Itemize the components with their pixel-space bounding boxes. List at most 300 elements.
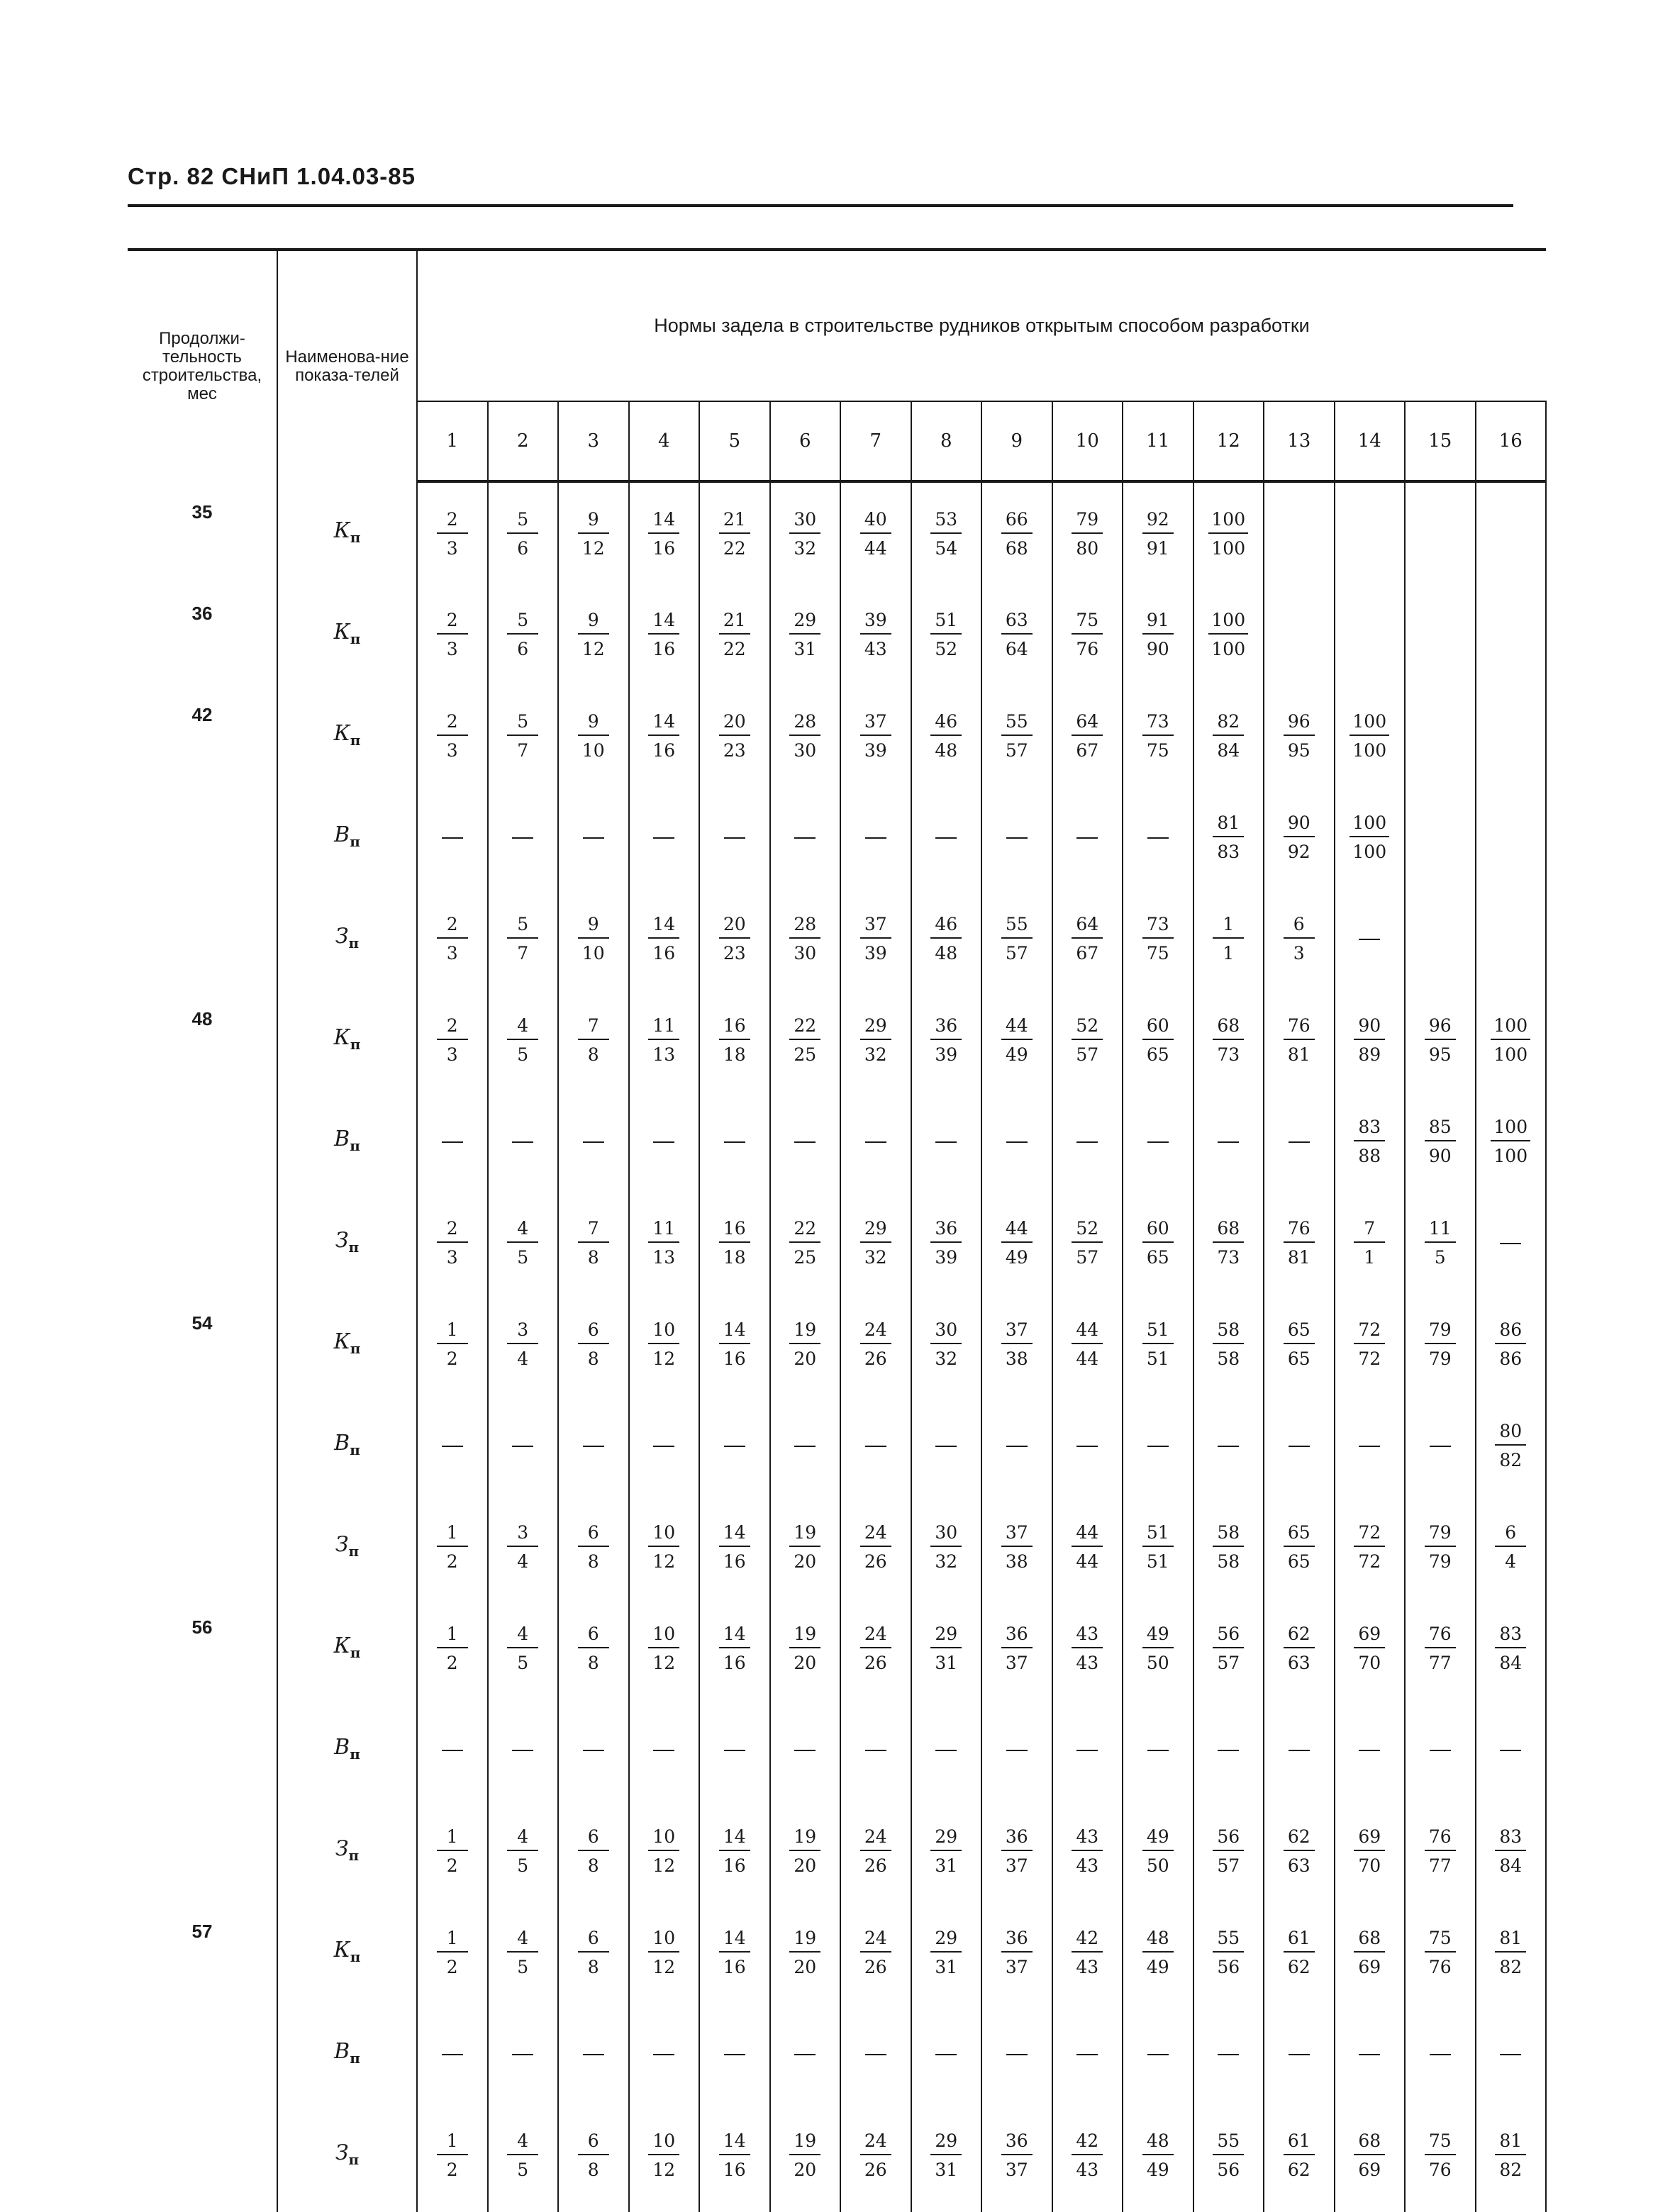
- value-cell: [1476, 684, 1547, 786]
- value-cell: [1405, 1090, 1476, 1191]
- value-cell: [488, 786, 559, 887]
- fraction-numerator: 1: [437, 1524, 468, 1547]
- value-cell: [1193, 1799, 1264, 1901]
- fraction-denominator: 37: [1005, 2159, 1028, 2180]
- fraction-numerator: 24: [860, 1321, 891, 1344]
- indicator-cell: [277, 481, 417, 583]
- fraction-value: [930, 611, 962, 658]
- fraction-value: [1354, 2132, 1385, 2179]
- indicator-cell: [277, 887, 417, 988]
- fraction-value: [507, 1929, 538, 1976]
- fraction-numerator: 66: [1001, 510, 1033, 534]
- value-cell: [981, 684, 1052, 786]
- fraction-value: [930, 1521, 962, 1572]
- fraction-denominator: 84: [1217, 739, 1240, 761]
- dash-mark: [1289, 2054, 1310, 2055]
- fraction-numerator: 58: [1213, 1524, 1244, 1547]
- dash-mark: [865, 1141, 886, 1143]
- fraction-denominator: 49: [1146, 2159, 1169, 2180]
- value-cell: [558, 2002, 629, 2104]
- fraction-denominator: 95: [1287, 739, 1310, 761]
- value-cell: [770, 583, 841, 684]
- value-cell: [488, 1394, 559, 1495]
- header-indicator: Наименова-ние показа-телей: [277, 250, 417, 481]
- fraction-numerator: 49: [1142, 1828, 1174, 1851]
- fraction-value: [930, 1828, 962, 1875]
- dash-mark: [1218, 1750, 1239, 1751]
- fraction-denominator: 31: [935, 1652, 958, 1673]
- value-cell: [1405, 786, 1476, 887]
- fraction-numerator: 4: [507, 1929, 538, 1953]
- fraction-numerator: 24: [860, 1625, 891, 1648]
- fraction-denominator: 12: [581, 638, 605, 659]
- fraction-value: [930, 1017, 962, 1063]
- fraction-value: [648, 2132, 679, 2179]
- fraction-numerator: 6: [1284, 915, 1315, 939]
- value-cell: [417, 1191, 488, 1292]
- value-cell: [1476, 1394, 1547, 1495]
- fraction-denominator: 10: [581, 942, 605, 963]
- fraction-value: [1142, 1521, 1174, 1572]
- table-row: [128, 583, 1546, 684]
- fraction-numerator: 80: [1495, 1422, 1526, 1446]
- value-cell: [1335, 481, 1406, 583]
- fraction-numerator: 19: [789, 1524, 820, 1547]
- fraction-denominator: 10: [581, 739, 605, 761]
- value-cell: [911, 1597, 982, 1698]
- value-cell: [1335, 1799, 1406, 1901]
- fraction-value: [1425, 1219, 1456, 1266]
- fraction-value: [789, 1625, 820, 1672]
- indicator-letter: К: [333, 1329, 350, 1354]
- duration-cell: 36: [128, 583, 277, 684]
- value-cell: [1335, 1698, 1406, 1799]
- indicator-subscript: п: [350, 1340, 361, 1357]
- value-cell: [840, 2002, 911, 2104]
- fraction-numerator: 79: [1425, 1321, 1456, 1344]
- value-cell: [558, 481, 629, 583]
- fraction-value: [1284, 1521, 1315, 1572]
- value-cell: [1335, 2104, 1406, 2212]
- fraction-numerator: 36: [930, 1017, 962, 1040]
- fraction-numerator: 14: [648, 611, 679, 635]
- value-cell: [911, 481, 982, 583]
- fraction-denominator: 32: [864, 1246, 887, 1268]
- value-cell: [1193, 1090, 1264, 1191]
- value-cell: [1193, 1394, 1264, 1495]
- fraction-denominator: 5: [517, 1956, 529, 1977]
- fraction-value: [437, 1219, 468, 1266]
- column-number: 14: [1335, 401, 1406, 481]
- fraction-numerator: 44: [1072, 1321, 1103, 1344]
- value-cell: [699, 1901, 770, 2002]
- value-cell: [1123, 1394, 1193, 1495]
- fraction-numerator: 10: [648, 1828, 679, 1851]
- dash-mark: [935, 1141, 957, 1143]
- value-cell: [629, 1799, 700, 1901]
- value-cell: [1335, 887, 1406, 988]
- fraction-value: [860, 1321, 891, 1368]
- fraction-value: [1142, 1828, 1174, 1875]
- fraction-numerator: 6: [578, 1929, 609, 1953]
- fraction-denominator: 32: [794, 537, 817, 559]
- fraction-numerator: 19: [789, 2132, 820, 2155]
- duration-cell: 35: [128, 481, 277, 583]
- fraction-value: [1284, 2132, 1315, 2179]
- fraction-numerator: 55: [1213, 2132, 1244, 2155]
- fraction-denominator: 51: [1146, 1348, 1169, 1369]
- indicator-cell: [277, 1901, 417, 2002]
- value-cell: [1052, 1901, 1123, 2002]
- value-cell: [629, 1495, 700, 1597]
- dash-mark: [583, 1750, 604, 1751]
- fraction-denominator: 100: [1493, 1145, 1528, 1166]
- fraction-denominator: 26: [864, 1551, 887, 1572]
- value-cell: [488, 887, 559, 988]
- fraction-numerator: 100: [1350, 713, 1389, 736]
- fraction-denominator: 64: [1005, 638, 1028, 659]
- value-cell: [911, 1292, 982, 1394]
- value-cell: [840, 1292, 911, 1394]
- indicator-cell: [277, 583, 417, 684]
- fraction-denominator: 31: [935, 1855, 958, 1876]
- dash-mark: [1500, 2054, 1521, 2055]
- value-cell: [1052, 1799, 1123, 1901]
- dash-mark: [583, 1141, 604, 1143]
- indicator-letter: З: [335, 924, 349, 949]
- fraction-numerator: 1: [437, 1828, 468, 1851]
- fraction-numerator: 14: [719, 1524, 750, 1547]
- fraction-value: [789, 1017, 820, 1063]
- fraction-denominator: 31: [935, 2159, 958, 2180]
- fraction-numerator: 16: [719, 1017, 750, 1040]
- fraction-value: [507, 611, 538, 658]
- fraction-denominator: 88: [1358, 1145, 1381, 1166]
- value-cell: [488, 988, 559, 1090]
- fraction-denominator: 23: [723, 942, 746, 963]
- fraction-denominator: 50: [1146, 1652, 1169, 1673]
- fraction-value: [437, 1929, 468, 1976]
- fraction-numerator: 24: [860, 1929, 891, 1953]
- value-cell: [1052, 684, 1123, 786]
- dash-mark: [724, 837, 745, 839]
- fraction-value: [1072, 915, 1103, 962]
- fraction-value: [507, 1521, 538, 1572]
- value-cell: [1193, 1292, 1264, 1394]
- fraction-numerator: 4: [507, 1219, 538, 1243]
- dash-mark: [442, 2054, 463, 2055]
- dash-mark: [865, 2054, 886, 2055]
- fraction-denominator: 31: [935, 1956, 958, 1977]
- value-cell: [488, 1090, 559, 1191]
- fraction-denominator: 48: [935, 739, 958, 761]
- column-number: 16: [1476, 401, 1547, 481]
- table-row: [128, 988, 1546, 1090]
- fraction-denominator: 56: [1217, 1956, 1240, 1977]
- value-cell: [1264, 1799, 1335, 1901]
- fraction-denominator: 5: [517, 1652, 529, 1673]
- fraction-numerator: 48: [1142, 1929, 1174, 1953]
- fraction-value: [860, 915, 891, 962]
- fraction-value: [1001, 510, 1033, 557]
- value-cell: [1052, 786, 1123, 887]
- value-cell: [417, 684, 488, 786]
- value-cell: [911, 1394, 982, 1495]
- fraction-denominator: 89: [1358, 1044, 1381, 1065]
- fraction-value: [507, 1828, 538, 1875]
- value-cell: [1123, 1698, 1193, 1799]
- fraction-numerator: 21: [719, 510, 750, 534]
- value-cell: [699, 1090, 770, 1191]
- fraction-denominator: 30: [794, 739, 817, 761]
- fraction-numerator: 36: [1001, 1625, 1033, 1648]
- fraction-value: [507, 2132, 538, 2179]
- column-number: 4: [629, 401, 700, 481]
- dash-mark: [1076, 1750, 1098, 1751]
- dash-mark: [1359, 1446, 1380, 1447]
- fraction-numerator: 36: [930, 1219, 962, 1243]
- fraction-value: [1001, 2132, 1033, 2179]
- value-cell: [558, 1901, 629, 2002]
- fraction-numerator: 100: [1208, 611, 1248, 635]
- column-number: 5: [699, 401, 770, 481]
- dash-mark: [1006, 1141, 1028, 1143]
- value-cell: [1052, 481, 1123, 583]
- fraction-numerator: 2: [437, 510, 468, 534]
- fraction-numerator: 90: [1354, 1017, 1385, 1040]
- fraction-value: [1425, 1625, 1456, 1672]
- fraction-value: [648, 1321, 679, 1368]
- fraction-value: [1213, 814, 1244, 861]
- fraction-value: [719, 1521, 750, 1572]
- fraction-denominator: 75: [1146, 942, 1169, 963]
- dash-mark: [1006, 2054, 1028, 2055]
- fraction-denominator: 20: [794, 1956, 817, 1977]
- indicator-subscript: п: [350, 833, 360, 850]
- fraction-value: [578, 611, 609, 658]
- fraction-value: [1354, 1929, 1385, 1976]
- fraction-denominator: 62: [1287, 2159, 1310, 2180]
- norms-table-container: [128, 248, 1546, 2212]
- fraction-denominator: 65: [1287, 1551, 1310, 1572]
- indicator-subscript: п: [350, 1036, 361, 1053]
- fraction-numerator: 96: [1284, 713, 1315, 736]
- value-cell: [1476, 481, 1547, 583]
- value-cell: [1052, 1394, 1123, 1495]
- fraction-numerator: 46: [930, 915, 962, 939]
- fraction-numerator: 76: [1425, 1625, 1456, 1648]
- value-cell: [1052, 988, 1123, 1090]
- fraction-denominator: 54: [935, 537, 958, 559]
- fraction-value: [1350, 814, 1389, 861]
- fraction-numerator: 11: [648, 1219, 679, 1243]
- fraction-numerator: 52: [1072, 1017, 1103, 1040]
- value-cell: [1193, 1191, 1264, 1292]
- fraction-numerator: 14: [719, 1625, 750, 1648]
- fraction-numerator: 11: [648, 1017, 679, 1040]
- fraction-value: [578, 1219, 609, 1266]
- value-cell: [1405, 481, 1476, 583]
- value-cell: [558, 1191, 629, 1292]
- indicator-cell: [277, 1597, 417, 1698]
- value-cell: [840, 887, 911, 988]
- indicator-letter: К: [333, 620, 350, 644]
- value-cell: [840, 1597, 911, 1698]
- value-cell: [699, 1698, 770, 1799]
- fraction-denominator: 38: [1005, 1348, 1028, 1369]
- value-cell: [1335, 1495, 1406, 1597]
- fraction-denominator: 75: [1146, 739, 1169, 761]
- fraction-numerator: 29: [860, 1219, 891, 1243]
- value-cell: [1123, 583, 1193, 684]
- value-cell: [1052, 1495, 1123, 1597]
- fraction-denominator: 72: [1358, 1348, 1381, 1369]
- value-cell: [981, 583, 1052, 684]
- fraction-denominator: 31: [794, 638, 817, 659]
- fraction-value: [930, 1321, 962, 1368]
- fraction-numerator: 9: [578, 611, 609, 635]
- fraction-numerator: 24: [860, 2132, 891, 2155]
- value-cell: [1405, 1901, 1476, 2002]
- value-cell: [770, 1495, 841, 1597]
- fraction-numerator: 29: [930, 1929, 962, 1953]
- fraction-denominator: 3: [446, 739, 458, 761]
- fraction-numerator: 29: [930, 2132, 962, 2155]
- duration-cell: [128, 1394, 277, 1495]
- dash-mark: [724, 1750, 745, 1751]
- fraction-value: [1495, 1321, 1526, 1368]
- fraction-numerator: 14: [719, 1929, 750, 1953]
- value-cell: [1052, 583, 1123, 684]
- fraction-numerator: 3: [507, 1524, 538, 1547]
- fraction-numerator: 61: [1284, 1929, 1315, 1953]
- value-cell: [1123, 2002, 1193, 2104]
- fraction-numerator: 60: [1142, 1219, 1174, 1243]
- value-cell: [699, 887, 770, 988]
- value-cell: [1476, 1495, 1547, 1597]
- dash-mark: [1218, 1141, 1239, 1143]
- fraction-numerator: 14: [719, 1828, 750, 1851]
- fraction-value: [1072, 611, 1103, 658]
- fraction-value: [578, 1625, 609, 1672]
- value-cell: [1123, 1191, 1193, 1292]
- fraction-denominator: 44: [1076, 1551, 1099, 1572]
- fraction-numerator: 63: [1001, 611, 1033, 635]
- fraction-numerator: 56: [1213, 1625, 1244, 1648]
- fraction-numerator: 44: [1001, 1017, 1033, 1040]
- fraction-value: [860, 1219, 891, 1266]
- fraction-denominator: 3: [446, 638, 458, 659]
- fraction-numerator: 73: [1142, 713, 1174, 736]
- fraction-value: [789, 1321, 820, 1368]
- fraction-denominator: 100: [1493, 1044, 1528, 1065]
- value-cell: [981, 1394, 1052, 1495]
- duration-cell: [128, 1090, 277, 1191]
- fraction-denominator: 79: [1428, 1551, 1452, 1572]
- fraction-denominator: 76: [1428, 1956, 1452, 1977]
- value-cell: [558, 2104, 629, 2212]
- value-cell: [417, 2002, 488, 2104]
- fraction-numerator: 53: [930, 510, 962, 534]
- indicator-cell: [277, 988, 417, 1090]
- fraction-denominator: 2: [446, 1348, 458, 1369]
- value-cell: [699, 988, 770, 1090]
- duration-cell: 54: [128, 1292, 277, 1394]
- fraction-numerator: 1: [437, 1321, 468, 1344]
- fraction-denominator: 4: [517, 1551, 529, 1572]
- fraction-denominator: 82: [1499, 1449, 1523, 1470]
- fraction-value: [648, 1625, 679, 1672]
- fraction-denominator: 81: [1287, 1246, 1310, 1268]
- dash-mark: [794, 2054, 816, 2055]
- indicator-subscript: п: [350, 1644, 361, 1661]
- dash-mark: [794, 1446, 816, 1447]
- fraction-denominator: 43: [1076, 1956, 1099, 1977]
- value-cell: [911, 1090, 982, 1191]
- value-cell: [911, 2002, 982, 2104]
- value-cell: [1264, 2104, 1335, 2212]
- fraction-numerator: 4: [507, 1017, 538, 1040]
- fraction-numerator: 69: [1354, 1625, 1385, 1648]
- fraction-value: [1354, 1321, 1385, 1368]
- value-cell: [770, 1698, 841, 1799]
- value-cell: [1123, 1901, 1193, 2002]
- fraction-denominator: 63: [1287, 1855, 1310, 1876]
- indicator-subscript: п: [350, 1948, 361, 1965]
- fraction-denominator: 91: [1146, 537, 1169, 559]
- fraction-value: [1213, 1321, 1244, 1368]
- indicator-letter: З: [335, 1836, 349, 1861]
- fraction-denominator: 76: [1428, 2159, 1452, 2180]
- fraction-value: [789, 710, 820, 761]
- value-cell: [488, 1698, 559, 1799]
- header-rule: [128, 204, 1513, 207]
- dash-mark: [512, 1750, 533, 1751]
- value-cell: [488, 1799, 559, 1901]
- fraction-denominator: 69: [1358, 1956, 1381, 1977]
- value-cell: [558, 1799, 629, 1901]
- indicator-subscript: п: [348, 934, 360, 951]
- value-cell: [1123, 1090, 1193, 1191]
- value-cell: [417, 887, 488, 988]
- fraction-value: [930, 510, 962, 557]
- fraction-numerator: 30: [930, 1321, 962, 1344]
- fraction-numerator: 68: [1354, 2132, 1385, 2155]
- fraction-denominator: 86: [1499, 1348, 1523, 1369]
- fraction-numerator: 28: [789, 915, 820, 939]
- fraction-numerator: 52: [1072, 1219, 1103, 1243]
- value-cell: [1405, 1495, 1476, 1597]
- fraction-numerator: 29: [930, 1625, 962, 1648]
- fraction-denominator: 5: [517, 1246, 529, 1268]
- fraction-value: [1142, 611, 1174, 658]
- table-row: [128, 1090, 1546, 1191]
- fraction-numerator: 5: [507, 510, 538, 534]
- fraction-denominator: 30: [794, 942, 817, 963]
- fraction-value: [1354, 1017, 1385, 1063]
- value-cell: [629, 1698, 700, 1799]
- fraction-value: [1142, 1321, 1174, 1368]
- fraction-numerator: 83: [1495, 1625, 1526, 1648]
- fraction-denominator: 8: [587, 1652, 599, 1673]
- fraction-denominator: 8: [587, 1044, 599, 1065]
- fraction-value: [578, 1828, 609, 1875]
- value-cell: [840, 1799, 911, 1901]
- dash-mark: [724, 1141, 745, 1143]
- value-cell: [629, 481, 700, 583]
- value-cell: [840, 1495, 911, 1597]
- fraction-value: [719, 1219, 750, 1266]
